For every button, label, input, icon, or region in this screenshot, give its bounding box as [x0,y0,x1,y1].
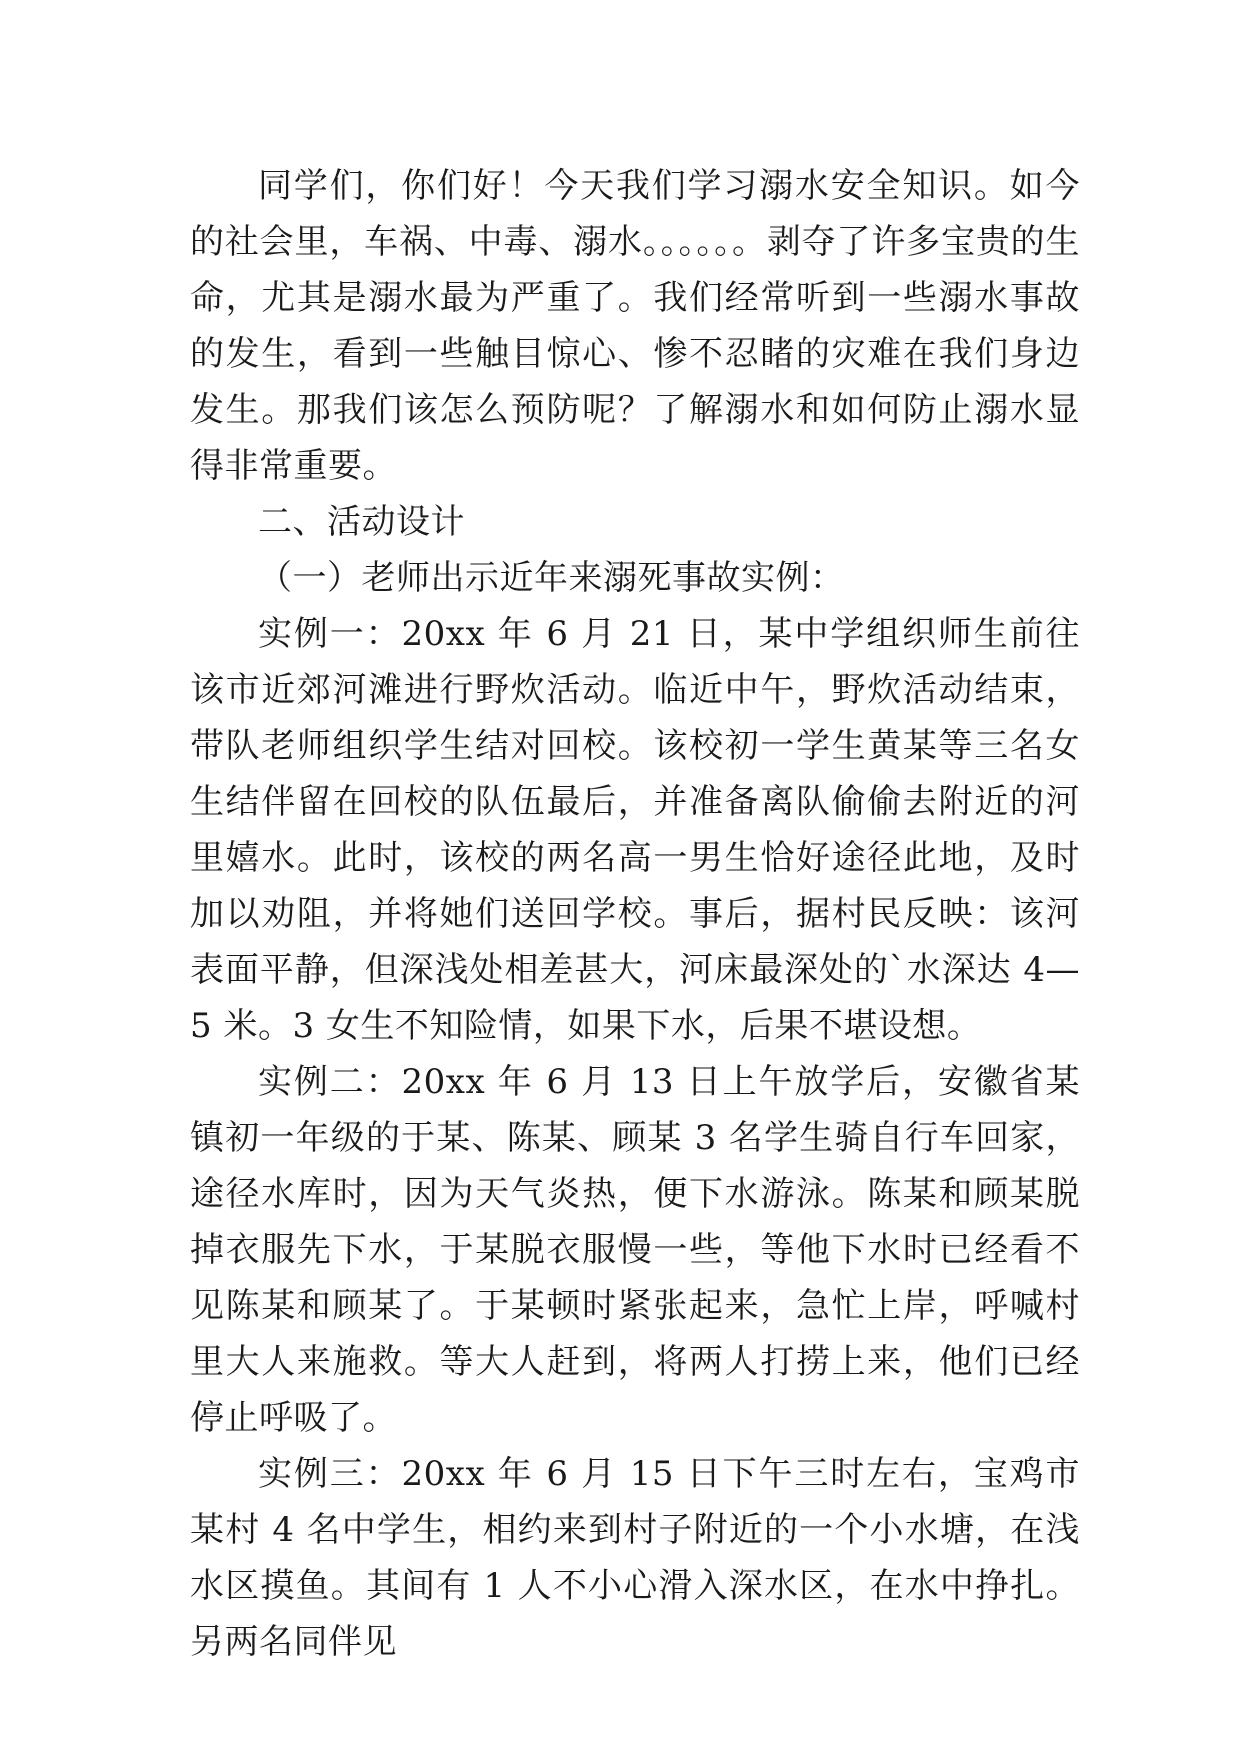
subsection-heading-cases: （一）老师出示近年来溺死事故实例： [258,558,845,598]
document-body [190,158,1080,1670]
paragraph-case-three: 实例三：20xx 年 6 月 15 日下午三时左右，宝鸡市某村 4 名中学生，相约来到村子附近的一个小水塘，在浅水区摸鱼。其间有 1 人不小心滑入深水区，在水中挣扎。另两名同伴见 [190,1454,1080,1662]
section-heading-activity-design: 二、活动设计 [258,502,465,542]
paragraph-case-one: 实例一：20xx 年 6 月 21 日，某中学组织师生前往该市近郊河滩进行野炊活动。临近中午，野炊活动结束，带队老师组织学生结对回校。该校初一学生黄某等三名女生结伴留在回校的队伍最后，并准备离队偷偷去附近的河里嬉水。此时，该校的两名高一男生恰好途径此地，及时加以劝阻，并将她们送回学校。事后，据村民反映：该河表面平静，但深浅处相差甚大，河床最深处的`水深达 4—5 米。3 女生不知险情，如果下水，后果不堪设想。 [190,614,1080,1046]
paragraph-intro: 同学们，你们好！今天我们学习溺水安全知识。如今的社会里，车祸、中毒、溺水。。。。。。剥夺了许多宝贵的生命，尤其是溺水最为严重了。我们经常听到一些溺水事故的发生，看到一些触目惊心、惨不忍睹的灾难在我们身边发生。那我们该怎么预防呢？了解溺水和如何防止溺水显得非常重要。 [190,166,1080,486]
paragraph-case-two: 实例二：20xx 年 6 月 13 日上午放学后，安徽省某镇初一年级的于某、陈某、顾某 3 名学生骑自行车回家，途径水库时，因为天气炎热，便下水游泳。陈某和顾某脱掉衣服先下水，于某脱衣服慢一些，等他下水时已经看不见陈某和顾某了。于某顿时紧张起来，急忙上岸，呼喊村里大人来施救。等大人赶到，将两人打捞上来，他们已经停止呼吸了。 [190,1062,1080,1438]
